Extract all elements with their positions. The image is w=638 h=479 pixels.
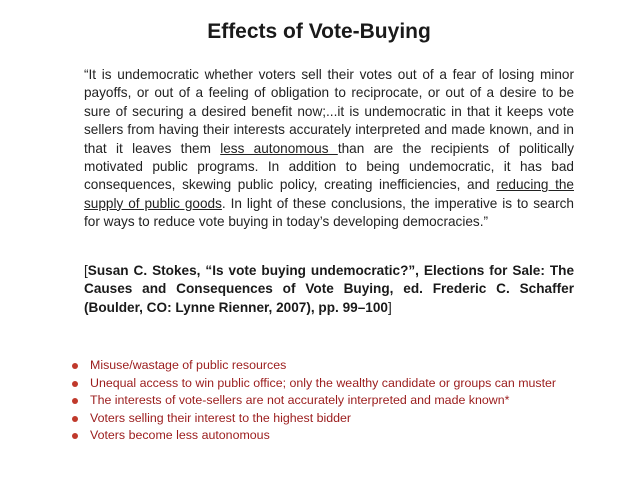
quote-text-part-3: . In light of these conclusions, the imperative is to search for ways to reduce vote buying in today’s developing democracies.” — [84, 195, 574, 230]
citation — [84, 262, 574, 317]
slide-title: Effects of Vote-Buying — [207, 20, 431, 43]
quote-paragraph — [84, 66, 574, 232]
bullet-item — [72, 375, 632, 393]
bullet-item — [72, 410, 632, 428]
bullet-dot-icon — [72, 363, 78, 369]
quote-underlined-less-autonomous: less autonomous — [220, 140, 338, 156]
bullet-text: Misuse/wastage of public resources — [90, 358, 287, 372]
effects-bullet-list — [72, 357, 632, 445]
bullet-text: Voters selling their interest to the highest bidder — [90, 410, 352, 425]
bullet-text: Voters become less autonomous — [90, 428, 270, 442]
bullet-text: The interests of vote-sellers are not accurately interpreted and made known* — [90, 393, 510, 407]
bullet-item — [72, 357, 632, 375]
bullet-text: Unequal access to win public office; only the wealthy candidate or groups can muster — [90, 375, 557, 390]
citation-close-bracket: ] — [387, 299, 392, 315]
citation-text: Susan C. Stokes, “Is vote buying undemocratic?”, Elections for Sale: The Causes and Consequences of Vote Buying, ed. Frederic C. Schaffer (Boulder, CO: Lynne Rienner, 2007), pp. 99–100 — [84, 263, 574, 315]
citation-open-bracket: [ — [84, 263, 88, 278]
bullet-dot-icon — [72, 398, 78, 404]
bullet-dot-icon — [72, 381, 78, 387]
bullet-dot-icon — [72, 416, 78, 422]
quote-text-part-1: “It is undemocratic whether voters sell their votes out of a fear of losing minor payoffs, or out of a feeling of obligation to reciprocate, or out of a desire to be sure of securing a desired benefit now;...it is undemocratic in that it keeps vote sellers from having their interests accurately interpreted and made known, and in that it leaves them — [84, 67, 574, 156]
bullet-item — [72, 392, 632, 410]
quote-text-part-2: than are the recipients of politically motivated public programs. In addition to being undemocratic, it has bad consequences, skewing public policy, creating inefficiencies, and — [84, 140, 575, 193]
quote-underlined-public-goods: reducing the supply of public goods — [84, 177, 574, 211]
bullet-dot-icon — [72, 433, 78, 439]
bullet-item — [72, 427, 632, 445]
